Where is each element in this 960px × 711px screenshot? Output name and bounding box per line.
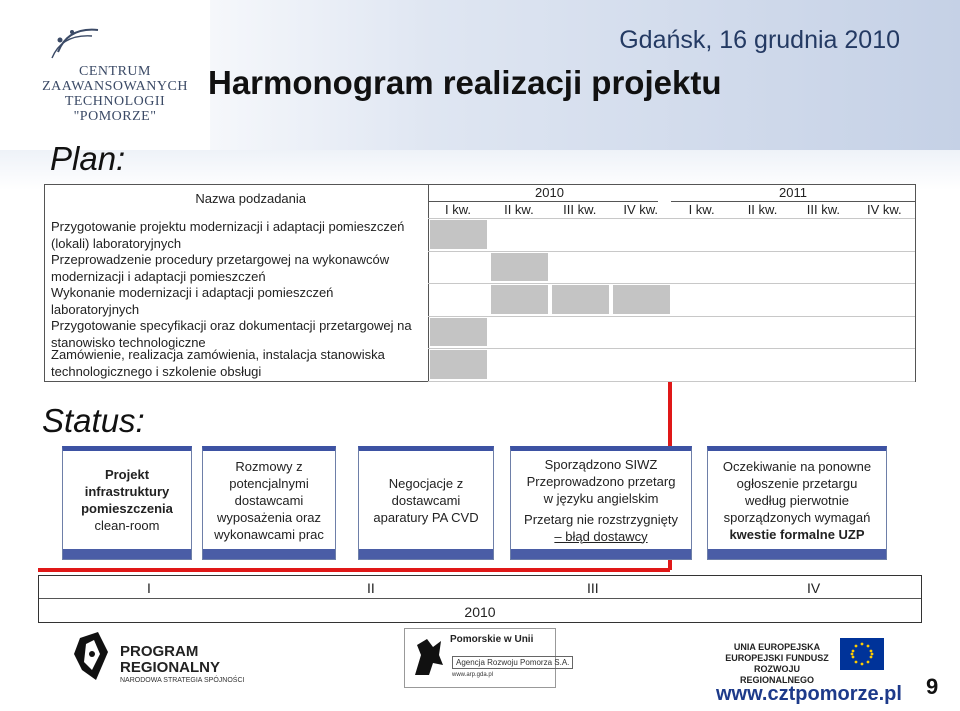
quarter-header-5: I kw.	[688, 202, 715, 217]
website-link[interactable]: www.cztpomorze.pl	[716, 683, 902, 705]
page-number: 9	[926, 674, 939, 699]
status-box-3	[358, 446, 494, 560]
timeline-quarter-1: I	[147, 580, 151, 596]
status-box-4-line-2: Przeprowadzono przetarg	[526, 473, 676, 489]
schedule-table	[44, 184, 916, 382]
status-box-2-line-1: Rozmowy z	[235, 458, 303, 474]
timeline-year: 2010	[464, 604, 496, 620]
pomorskie-title: Pomorskie w Unii	[450, 634, 534, 645]
logo-line-1: CENTRUM	[79, 64, 151, 79]
status-box-2-line-3: dostawcami	[234, 492, 304, 508]
status-box-1-line-4: clean-room	[94, 518, 160, 533]
task-4-line-1: Przygotowanie specyfikacji oraz dokumentacji przetargowej na	[51, 318, 412, 333]
year-2011: 2011	[779, 185, 807, 200]
row-separator	[428, 251, 915, 252]
task-4-line-2: stanowisko technologiczne	[51, 334, 206, 350]
task-2-line-2: modernizacji i adaptacji pomieszczeń	[51, 268, 266, 284]
pomorskie-www: www.arp.gda.pl	[452, 672, 494, 678]
ue-line-3: ROZWOJU REGIONALNEGO	[739, 664, 814, 685]
status-box-5-line-3: według pierwotnie	[744, 492, 850, 508]
task-name-column	[45, 185, 429, 381]
timeline-bar	[38, 575, 922, 623]
quarter-header-3: III kw.	[563, 202, 597, 217]
task-row-1	[51, 219, 426, 252]
gantt-cell-task-2-q2	[491, 253, 548, 282]
gantt-cell-task-3-q3	[552, 285, 609, 314]
status-box-5-line-2: ogłoszenie przetargu	[736, 475, 858, 491]
program-line-1: PROGRAM	[120, 643, 199, 660]
status-box-5-line-4: sporządzonych wymagań	[723, 509, 871, 525]
status-box-2-line-4: wyposażenia oraz	[216, 509, 322, 525]
row-separator	[428, 316, 915, 317]
task-name-header	[45, 185, 428, 217]
timeline-divider	[39, 598, 921, 599]
task-row-2	[51, 252, 426, 285]
task-2-line-1: Przeprowadzenie procedury przetargowej na wykonawców	[51, 252, 390, 267]
status-box-1	[62, 446, 192, 560]
ue-line-1: UNIA EUROPEJSKA	[733, 642, 821, 652]
task-3-line-1: Wykonanie modernizacji i adaptacji pomieszczeń	[51, 285, 334, 300]
status-box-4	[510, 446, 692, 560]
status-box-1-line-2: infrastruktury	[84, 484, 170, 499]
status-box-1-line-3: pomieszczenia	[81, 501, 173, 516]
status-box-3-line-3: aparatury PA CVD	[373, 509, 479, 525]
timeline-quarter-4: IV	[807, 580, 821, 596]
timeline-quarter-2: II	[367, 580, 375, 596]
gantt-cell-task-3-q2	[491, 285, 548, 314]
logo-line-4: "POMORZE"	[73, 109, 157, 124]
quarter-header-8: IV kw.	[866, 202, 902, 217]
status-box-5-line-5: kwestie formalne UZP	[729, 526, 865, 542]
task-1-line-2: (lokali) laboratoryjnych	[51, 235, 182, 251]
gantt-cell-task-5-q1	[430, 350, 487, 379]
quarter-header-7: III kw.	[806, 202, 840, 217]
status-box-2	[202, 446, 336, 560]
row-separator	[428, 381, 915, 382]
logo-line-2: ZAAWANSOWANYCH	[42, 79, 188, 94]
status-box-1-line-1: Projekt	[104, 467, 150, 482]
status-heading: Status:	[42, 402, 145, 439]
quarter-header-6: II kw.	[747, 202, 778, 217]
status-box-4-line-4: Przetarg nie rozstrzygnięty	[524, 511, 678, 527]
griffin-icon	[411, 635, 447, 679]
gantt-cell-task-3-q4	[613, 285, 670, 314]
status-box-4-line-1: Sporządzono SIWZ	[544, 456, 658, 472]
task-name-header-label: Nazwa podzadania	[195, 191, 306, 206]
ue-line-2: EUROPEJSKI FUNDUSZ	[725, 653, 829, 663]
program-line-2: REGIONALNY	[120, 659, 221, 676]
page-title: Harmonogram realizacji projektu	[208, 64, 722, 101]
quarter-header-2: II kw.	[504, 202, 534, 217]
row-separator	[428, 283, 915, 284]
pomorskie-subtitle: Agencja Rozwoju Pomorza S.A.	[452, 656, 573, 669]
task-5-line-1: Zamówienie, realizacja zamówienia, instalacja stanowiska	[51, 347, 385, 362]
status-box-2-line-5: wykonawcami prac	[214, 526, 324, 542]
gantt-cell-task-1-q1	[430, 220, 487, 249]
quarter-header-1: I kw.	[444, 202, 471, 217]
status-box-5	[707, 446, 887, 560]
gantt-cell-task-4-q1	[430, 318, 487, 347]
task-3-line-2: laboratoryjnych	[51, 301, 140, 317]
status-box-5-line-1: Oczekiwanie na ponowne	[722, 458, 872, 474]
quarter-header-4: IV kw.	[623, 202, 659, 217]
plan-heading: Plan:	[50, 140, 126, 177]
task-1-line-1: Przygotowanie projektu modernizacji i adaptacji pomieszczeń	[51, 219, 405, 234]
status-box-2-line-2: potencjalnymi	[229, 475, 309, 491]
status-box-4-line-3: w języku angielskim	[543, 490, 659, 506]
timeline-quarter-3: III	[587, 580, 599, 596]
task-row-3	[51, 285, 426, 318]
status-box-3-line-1: Negocjacje z	[388, 475, 464, 491]
program-subtitle: NARODOWA STRATEGIA SPÓJNOŚCI	[120, 677, 245, 684]
eu-flag-icon	[840, 638, 884, 670]
logo-line-3: TECHNOLOGII	[64, 94, 166, 109]
year-2010: 2010	[535, 185, 564, 200]
program-regionalny-text	[120, 644, 220, 676]
status-box-3-line-2: dostawcami	[391, 492, 461, 508]
row-separator	[428, 218, 915, 219]
task-row-5	[51, 347, 426, 380]
status-box-4-line-5: – błąd dostawcy	[554, 528, 648, 544]
task-5-line-2: technologicznego i szkolenie obsługi	[51, 363, 262, 379]
ue-text	[722, 642, 832, 686]
date-label: Gdańsk, 16 grudnia 2010	[619, 26, 900, 54]
row-separator	[428, 348, 915, 349]
logo-text	[40, 64, 190, 124]
